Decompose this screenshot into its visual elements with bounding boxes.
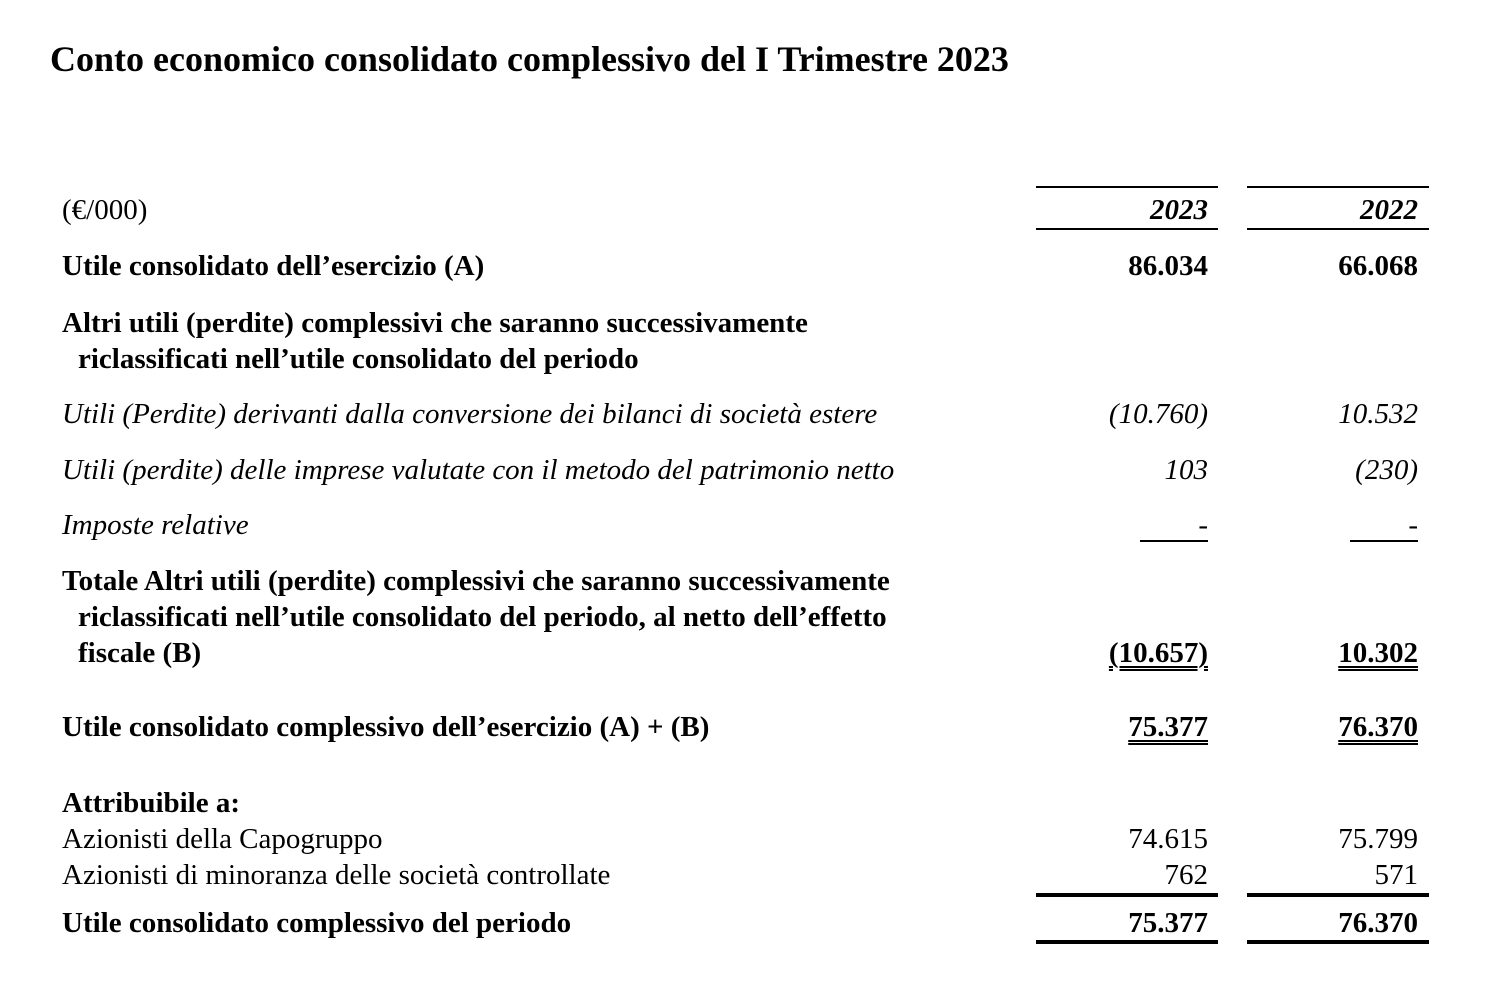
row-label-line3: fiscale (B) [78, 637, 202, 669]
year-2023-header: 2023 [1150, 194, 1208, 226]
row-label: Imposte relative [62, 509, 249, 541]
row-label: Azionisti della Capogruppo [62, 823, 383, 855]
total-rule-2023 [1036, 940, 1218, 944]
row-label-line1: Totale Altri utili (perdite) complessivi che saranno successivamente [62, 565, 890, 597]
value-2023: 75.377 [1128, 711, 1208, 743]
value-2023: (10.657) [1108, 637, 1208, 669]
row-label: Utile consolidato dell’esercizio (A) [62, 250, 485, 282]
row-label: Utile consolidato complessivo del periodo [62, 907, 572, 939]
row-label [62, 563, 890, 671]
row-label-line2: riclassificati nell’utile consolidato del periodo, al netto dell’effetto [78, 601, 887, 633]
value-2022: - [1350, 510, 1418, 542]
row-label-line1: Altri utili (perdite) complessivi che saranno successivamente [62, 307, 808, 339]
value-2022: 10.532 [1338, 398, 1418, 430]
value-2023: (10.760) [1108, 398, 1208, 430]
header-bottom-rule-2022 [1247, 228, 1429, 230]
header-top-rule-2023 [1036, 186, 1218, 188]
row-label: Utili (Perdite) derivanti dalla conversione dei bilanci di società estere [62, 398, 878, 430]
value-2022: 76.370 [1338, 907, 1418, 939]
row-label [62, 305, 808, 377]
row-label: Attribuibile a: [62, 787, 241, 819]
subtotal-rule-2022 [1247, 893, 1429, 897]
value-2023: 103 [1164, 454, 1208, 486]
unit-label: (€/000) [62, 194, 148, 226]
value-2022: 571 [1374, 859, 1418, 891]
year-2022-header: 2022 [1360, 194, 1418, 226]
value-2022: 75.799 [1338, 823, 1418, 855]
page-title: Conto economico consolidato complessivo del I Trimestre 2023 [50, 39, 1009, 79]
header-bottom-rule-2023 [1036, 228, 1218, 230]
header-top-rule-2022 [1247, 186, 1429, 188]
value-2023: 762 [1164, 859, 1208, 891]
value-2023: 86.034 [1128, 250, 1208, 282]
value-2022: 76.370 [1338, 711, 1418, 743]
row-label: Utili (perdite) delle imprese valutate con il metodo del patrimonio netto [62, 454, 895, 486]
row-label-line2: riclassificati nell’utile consolidato del periodo [78, 343, 639, 375]
value-2023: 75.377 [1128, 907, 1208, 939]
value-2022: (230) [1355, 454, 1418, 486]
total-rule-2022 [1247, 940, 1429, 944]
row-label: Utile consolidato complessivo dell’esercizio (A) + (B) [62, 711, 710, 743]
subtotal-rule-2023 [1036, 893, 1218, 897]
value-2022: 66.068 [1338, 250, 1418, 282]
value-2022: 10.302 [1338, 637, 1418, 669]
row-label: Azionisti di minoranza delle società controllate [62, 859, 611, 891]
value-2023: - [1140, 510, 1208, 542]
value-2023: 74.615 [1128, 823, 1208, 855]
